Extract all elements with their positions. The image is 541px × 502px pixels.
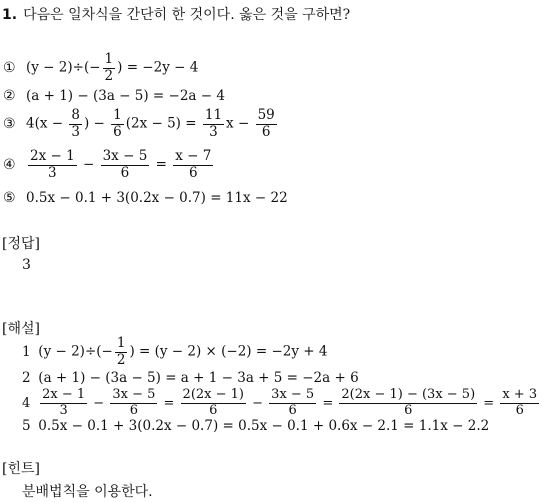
option-5 bbox=[3, 190, 288, 206]
solution-line: 4 $\frac{2x - 1}{3}$ − $\frac{3x - 5}{6}$ = $\frac{2(2x - 1)}{6}$ − $\frac{3x - 5}{6}$ = $\frac{2(2x - 1) - (3x - 5)}{6}$ = $\frac{x + 3}{6}$ bbox=[22, 387, 538, 418]
fraction: $\frac{1}{2}$ bbox=[116, 335, 126, 368]
option-3 bbox=[3, 108, 279, 140]
fraction: $\frac{3x - 5}{6}$ bbox=[271, 387, 315, 418]
fraction: $\frac{2x - 1}{3}$ bbox=[42, 387, 86, 418]
option-4 bbox=[3, 149, 215, 181]
fraction: $\frac{2(2x - 1) - (3x - 5)}{6}$ bbox=[341, 387, 476, 418]
answer-label: [정답] bbox=[2, 236, 40, 252]
solution-line: 2 (a + 1) − (3a − 5) = a + 1 − 3a + 5 = −2a + 6 bbox=[22, 370, 359, 386]
fraction: $\frac{2(2x - 1)}{6}$ bbox=[182, 387, 244, 418]
option-text: 4(x − bbox=[26, 115, 68, 132]
option-mark: ⑤ bbox=[3, 190, 16, 206]
solution-label: [해설] bbox=[2, 321, 40, 337]
fraction: $\frac{3x - 5}{6}$ bbox=[112, 387, 156, 418]
hint-text: 분배법칙을 이용한다. bbox=[22, 484, 153, 500]
option-1 bbox=[3, 52, 198, 84]
option-text: 0.5x − 0.1 + 3(0.2x − 0.7) = 11x − 22 bbox=[26, 190, 288, 206]
option-text: ) = −2y − 4 bbox=[117, 59, 199, 76]
option-mark: ③ bbox=[3, 115, 16, 132]
option-text: = bbox=[151, 156, 172, 173]
option-mark: ② bbox=[3, 88, 16, 104]
option-text: x − bbox=[226, 115, 254, 132]
fraction: $\frac{x - 7}{6}$ bbox=[175, 148, 212, 181]
option-text: − bbox=[78, 156, 99, 173]
fraction: $\frac{11}{3}$ bbox=[204, 107, 223, 140]
fraction: $\frac{1}{6}$ bbox=[113, 107, 122, 140]
fraction: $\frac{59}{6}$ bbox=[257, 107, 275, 140]
fraction: $\frac{2x - 1}{3}$ bbox=[30, 148, 75, 181]
question-number: 1. bbox=[2, 7, 18, 23]
option-text: (a + 1) − (3a − 5) = −2a − 4 bbox=[26, 88, 225, 104]
hint-label: [힌트] bbox=[2, 461, 40, 477]
fraction: $\frac{3x - 5}{6}$ bbox=[102, 148, 148, 181]
answer-value: 3 bbox=[22, 257, 31, 273]
question-text: 다음은 일차식을 간단히 한 것이다. 옳은 것을 구하면? bbox=[23, 7, 351, 23]
option-mark: ④ bbox=[3, 156, 16, 173]
option-text: ) − bbox=[83, 115, 110, 132]
option-text: (y − 2)÷(− bbox=[26, 59, 101, 76]
solution-line: 1 (y − 2)÷(− $\frac{1}{2}$ ) = (y − 2) × (−2) = −2y + 4 bbox=[22, 335, 328, 368]
fraction: $\frac{8}{3}$ bbox=[71, 107, 80, 140]
option-text: (2x − 5) = bbox=[125, 115, 201, 132]
fraction: $\frac{1}{2}$ bbox=[104, 51, 114, 84]
solution-line: 5 0.5x − 0.1 + 3(0.2x − 0.7) = 0.5x − 0.1 + 0.6x − 2.1 = 1.1x − 2.2 bbox=[22, 418, 490, 434]
option-2 bbox=[3, 88, 225, 104]
fraction: $\frac{x + 3}{6}$ bbox=[502, 387, 538, 418]
question-header bbox=[2, 4, 350, 24]
option-mark: ① bbox=[3, 59, 16, 76]
